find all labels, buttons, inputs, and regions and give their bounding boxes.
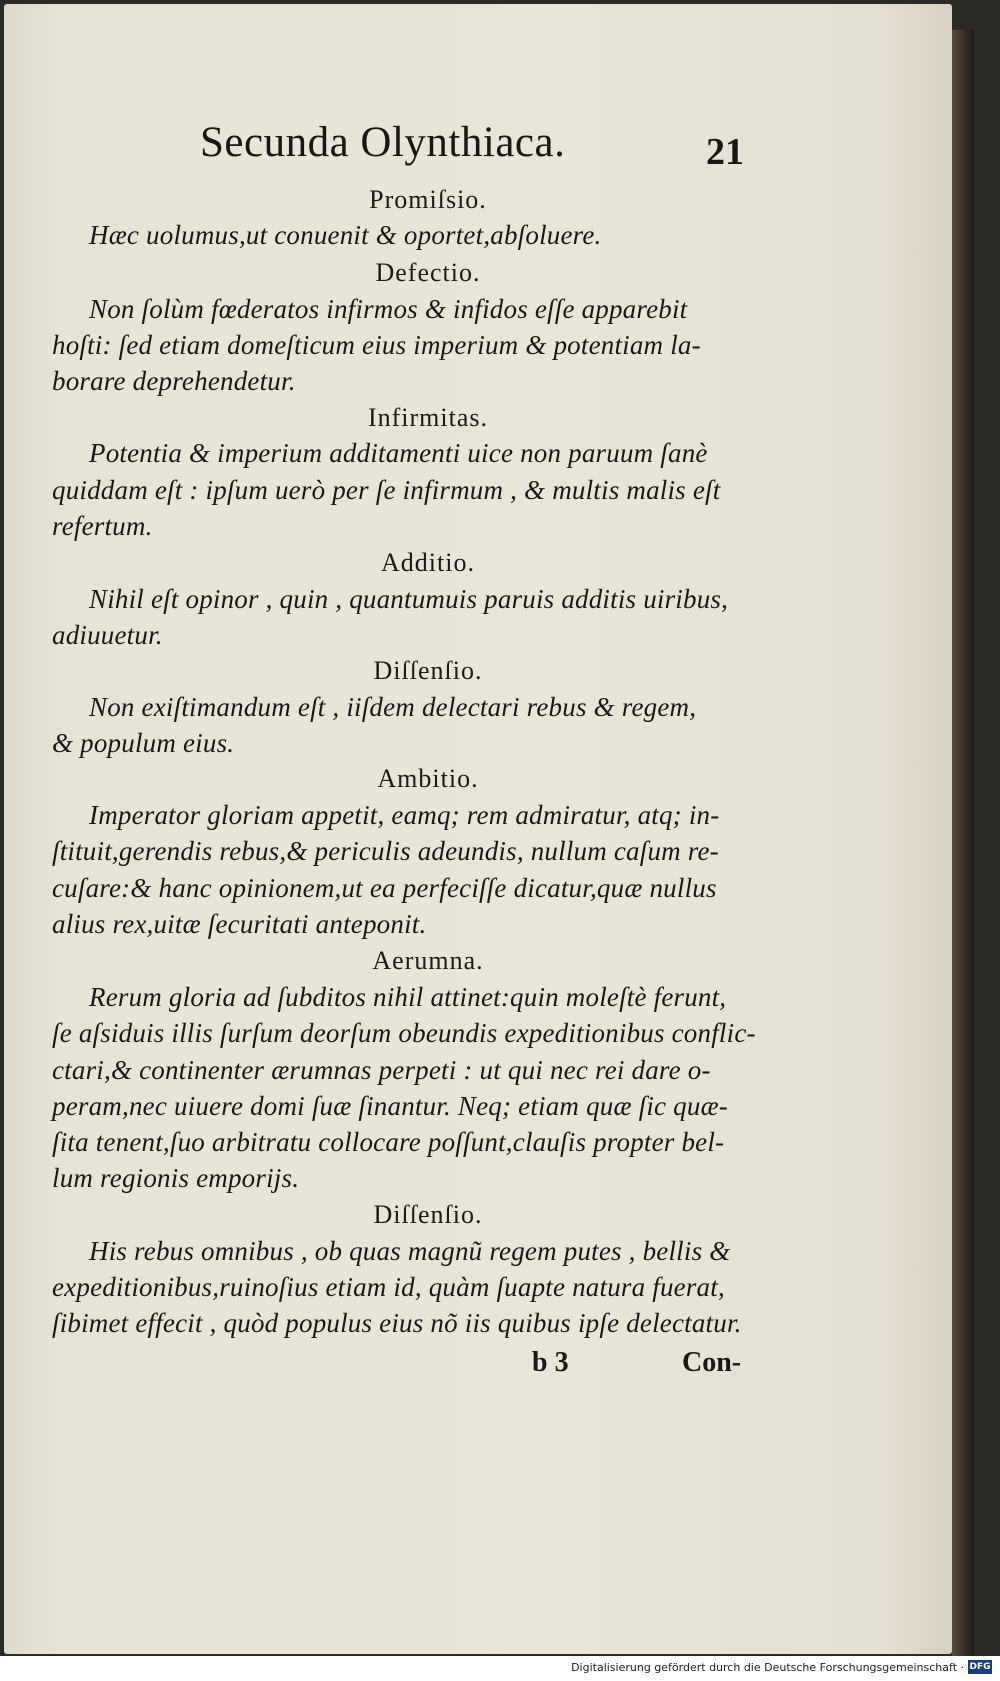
text-line: refertum.: [52, 511, 153, 541]
text-line: ctari,& continenter ærumnas perpeti : ut qui nec rei dare o-: [52, 1055, 711, 1085]
section-heading: Additio.: [381, 548, 475, 577]
text-line: ſe aſsiduis illis ſurſum deorſum obeundis expeditionibus conflic-: [52, 1018, 756, 1048]
text-line: Potentia & imperium additamenti uice non paruum ſanè: [89, 438, 708, 468]
text-line: Non exiſtimandum eſt , iiſdem delectari rebus & regem,: [89, 692, 697, 722]
text-line: Non ſolùm fœderatos infirmos & infidos eſſe apparebit: [89, 294, 688, 324]
section-heading: Ambitio.: [377, 764, 479, 793]
text-line: hoſti: ſed etiam domeſticum eius imperium & potentiam la-: [52, 330, 701, 360]
text-line: Nihil eſt opinor , quin , quantumuis paruis additis uiribus,: [89, 584, 729, 614]
text-line: & populum eius.: [52, 728, 235, 758]
text-line: His rebus omnibus , ob quas magnũ regem putes , bellis &: [89, 1236, 731, 1266]
text-line: Imperator gloriam appetit, eamq; rem admiratur, atq; in-: [89, 800, 720, 830]
text-line: expeditionibus,ruinoſius etiam id, quàm ſuapte natura fuerat,: [52, 1272, 725, 1302]
text-line: borare deprehendetur.: [52, 366, 296, 396]
running-title: Secunda Olynthiaca.: [200, 119, 566, 166]
text-line: ſibimet effecit , quòd populus eius nõ iis quibus ipſe delectatur.: [52, 1308, 742, 1338]
text-line: alius rex,uitæ ſecuritati anteponit.: [52, 909, 427, 939]
section-heading: Diſſenſio.: [373, 1200, 483, 1229]
catchword: Con-: [682, 1347, 742, 1378]
text-line: quiddam eſt : ipſum uerò per ſe infirmum , & multis malis eſt: [52, 475, 721, 505]
signature-mark: b 3: [532, 1347, 569, 1378]
digitization-credit: Digitalisierung gefördert durch die Deutsche Forschungsgemeinschaft ·: [571, 1661, 964, 1674]
text-line: lum regionis emporijs.: [52, 1163, 300, 1193]
text-line: cuſare:& hanc opinionem,ut ea perfeciſſe dicatur,quæ nullus: [52, 873, 717, 903]
text-line: ſita tenent,ſuo arbitratu collocare poſſunt,clauſis propter bel-: [52, 1127, 725, 1157]
text-line: Hæc uolumus,ut conuenit & oportet,abſoluere.: [89, 220, 602, 250]
page-edge-shadow: [952, 30, 974, 1660]
section-heading: Promiſsio.: [369, 185, 487, 214]
section-heading: Defectio.: [375, 258, 481, 287]
page-number: 21: [706, 131, 744, 173]
text-line: peram,nec uiuere domi ſuæ ſinantur. Neq; etiam quæ ſic quæ-: [52, 1091, 728, 1121]
dfg-logo: DFG: [969, 1662, 991, 1672]
section-heading: Aerumna.: [372, 946, 484, 975]
text-line: ſtituit,gerendis rebus,& periculis adeundis, nullum caſum re-: [52, 836, 719, 866]
text-line: adiuuetur.: [52, 620, 163, 650]
text-line: Rerum gloria ad ſubditos nihil attinet:quin moleſtè ferunt,: [89, 982, 727, 1012]
section-heading: Infirmitas.: [367, 403, 489, 432]
section-heading: Diſſenſio.: [373, 656, 483, 685]
